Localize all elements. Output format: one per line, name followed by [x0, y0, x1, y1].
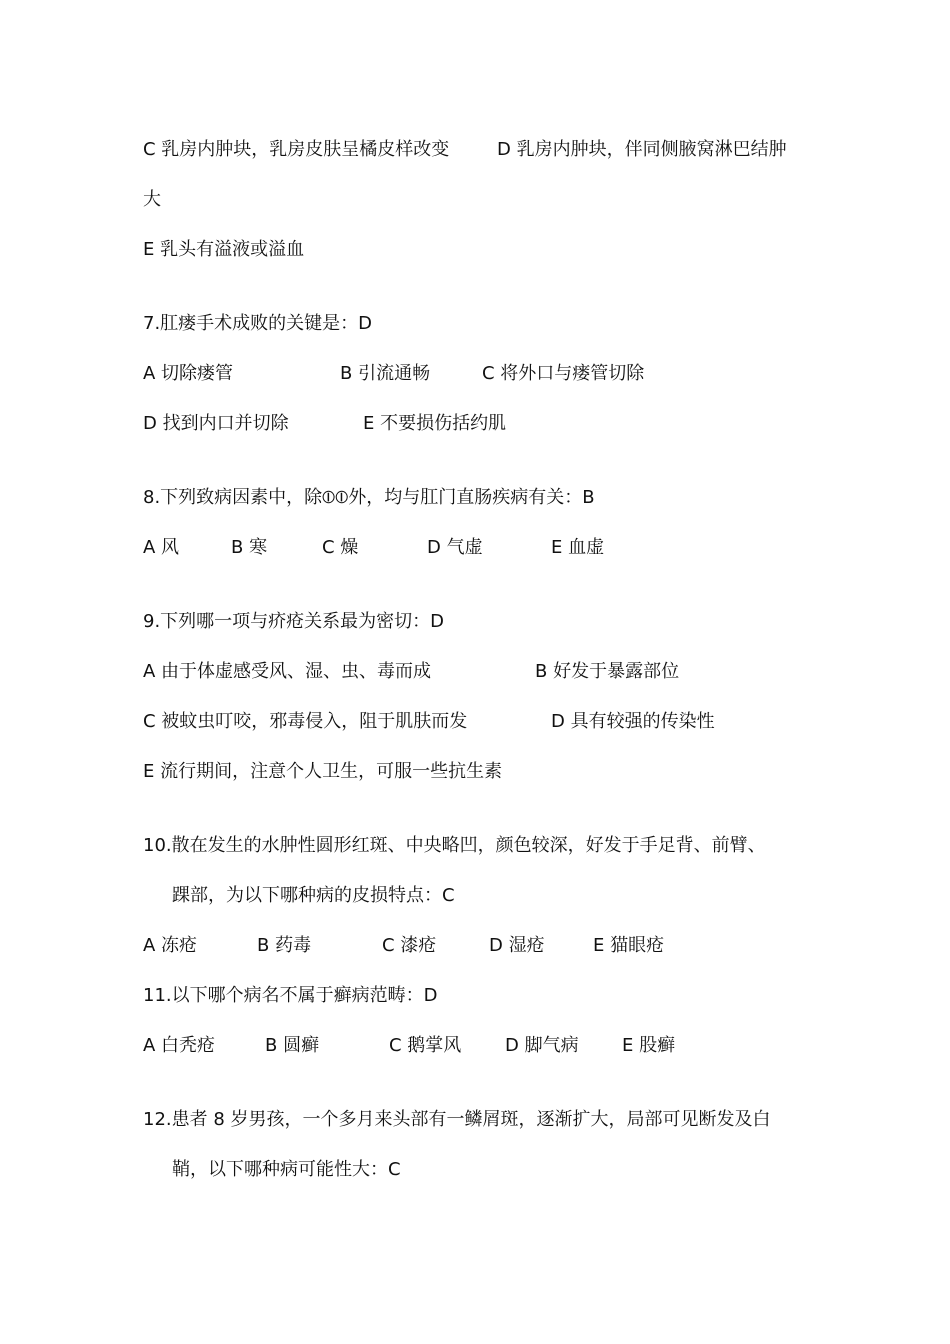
- q8-stem: 8.下列致病因素中，除⦶⦶外，均与肛门直肠疾病有关：B: [143, 487, 595, 508]
- q8-option-e: E 血虚: [551, 537, 605, 558]
- q10-stem-line-2: 踝部，为以下哪种病的皮损特点：C: [172, 885, 455, 906]
- q12-stem-line-1: 12.患者 8 岁男孩，一个多月来头部有一鳞屑斑，逐渐扩大，局部可见断发及白: [143, 1109, 771, 1130]
- q10-option-b: B 药毒: [257, 935, 312, 956]
- q11-stem: 11.以下哪个病名不属于癣病范畴：D: [143, 985, 438, 1006]
- q10-option-a: A 冻疮: [143, 935, 198, 956]
- q6-option-c: C 乳房内肿块，乳房皮肤呈橘皮样改变: [143, 139, 450, 160]
- q6-option-e: E 乳头有溢液或溢血: [143, 239, 305, 260]
- q9-option-d: D 具有较强的传染性: [551, 711, 715, 732]
- q7-option-c: C 将外口与瘘管切除: [482, 363, 645, 384]
- q11-option-d: D 脚气病: [505, 1035, 579, 1056]
- q7-option-d: D 找到内口并切除: [143, 413, 289, 434]
- q8-option-d: D 气虚: [427, 537, 483, 558]
- q6-option-d-continuation: 大: [143, 189, 161, 210]
- q10-option-c: C 漆疮: [382, 935, 437, 956]
- q7-option-a: A 切除瘘管: [143, 363, 234, 384]
- q9-option-c: C 被蚊虫叮咬，邪毒侵入，阻于肌肤而发: [143, 711, 468, 732]
- q9-stem: 9.下列哪一项与疥疮关系最为密切：D: [143, 611, 445, 632]
- q11-option-e: E 股癣: [622, 1035, 676, 1056]
- q7-option-e: E 不要损伤括约肌: [363, 413, 507, 434]
- q10-option-e: E 猫眼疮: [593, 935, 665, 956]
- q11-option-b: B 圆癣: [265, 1035, 320, 1056]
- q6-option-d: D 乳房内肿块，伴同侧腋窝淋巴结肿: [497, 139, 787, 160]
- q9-option-b: B 好发于暴露部位: [535, 661, 680, 682]
- q11-option-a: A 白秃疮: [143, 1035, 216, 1056]
- q9-option-e: E 流行期间，注意个人卫生，可服一些抗生素: [143, 761, 503, 782]
- q8-option-c: C 燥: [322, 537, 359, 558]
- q12-stem-line-2: 鞘，以下哪种病可能性大：C: [172, 1159, 401, 1180]
- q10-stem-line-1: 10.散在发生的水肿性圆形红斑、中央略凹，颜色较深，好发于手足背、前臂、: [143, 835, 766, 856]
- q10-option-d: D 湿疮: [489, 935, 545, 956]
- q7-option-b: B 引流通畅: [340, 363, 431, 384]
- q11-option-c: C 鹅掌风: [389, 1035, 462, 1056]
- q8-option-b: B 寒: [231, 537, 268, 558]
- q7-stem: 7.肛瘘手术成败的关键是：D: [143, 313, 373, 334]
- q9-option-a: A 由于体虚感受风、湿、虫、毒而成: [143, 661, 432, 682]
- q8-option-a: A 风: [143, 537, 180, 558]
